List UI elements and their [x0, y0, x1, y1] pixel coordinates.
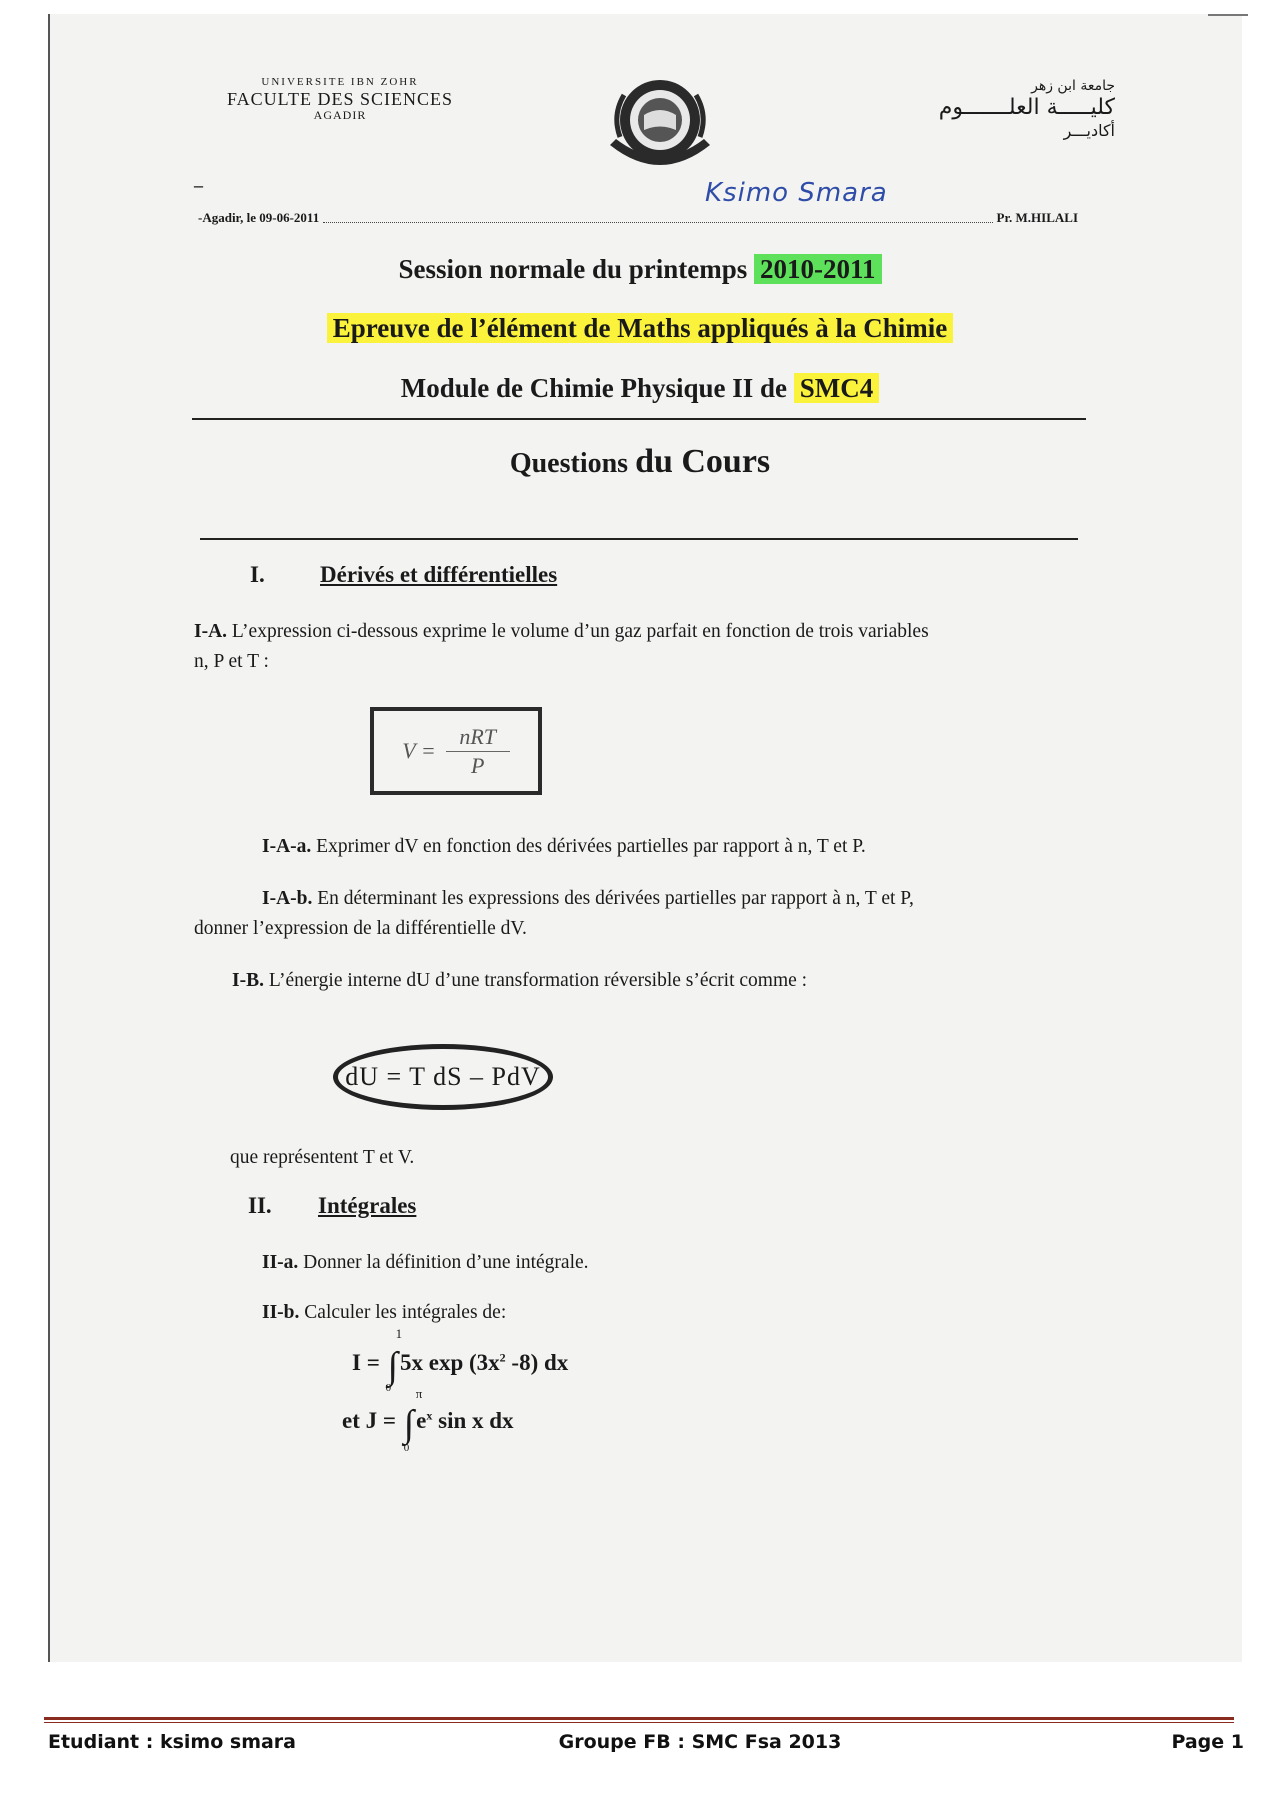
integral-i-tail: -8) dx: [511, 1350, 569, 1375]
question-ib: [232, 966, 1092, 996]
integral-j-exponent: x: [426, 1408, 433, 1423]
title-rule-top: [192, 418, 1086, 420]
footer-rule-thin: [44, 1722, 1234, 1723]
epreuve-title: [0, 313, 1280, 344]
question-ia-label: I-A.: [194, 621, 228, 642]
question-iab-text-2: donner l’expression de la différentielle dV.: [194, 918, 527, 939]
university-header-fr: [190, 76, 490, 123]
question-ia: [194, 617, 1094, 677]
question-iia: [262, 1248, 589, 1278]
scan-edge: [1208, 14, 1248, 16]
integral-i-body: 5x exp (3x: [399, 1350, 500, 1375]
faculty-name-ar: كليـــــة العلـــــــوم: [938, 94, 1115, 120]
section-2-title: Intégrales: [318, 1193, 417, 1218]
integral-i-lhs: I =: [352, 1350, 380, 1375]
footer-page-number: Page 1: [1171, 1731, 1244, 1753]
questions-word: Questions: [509, 448, 629, 479]
integral-j-tail: sin x dx: [438, 1408, 514, 1433]
section-1-heading: [250, 562, 557, 588]
title-rule-bottom: [200, 538, 1078, 540]
question-ib-prompt: que représentent T et V.: [230, 1147, 415, 1168]
footer-student: Etudiant : ksimo smara: [48, 1731, 297, 1753]
section-1-number: I.: [250, 562, 265, 587]
section-2-number: II.: [248, 1193, 272, 1218]
session-prefix: Session normale du printemps: [398, 254, 748, 284]
question-iia-label: II-a.: [262, 1252, 299, 1273]
integral-j-base: e: [416, 1408, 427, 1433]
question-ib-text: L’énergie interne dU d’une transformation réversible s’écrit comme :: [268, 970, 808, 991]
formula-numerator: nRT: [459, 723, 497, 749]
header-dash: –: [194, 175, 203, 195]
footer-rule: [44, 1717, 1234, 1720]
integral-j-upper-bound: π: [415, 1386, 423, 1401]
question-iib: [262, 1298, 506, 1328]
epreuve-text: Epreuve de l’élément de Maths appliqués à la Chimie: [327, 313, 954, 343]
cours-words: du Cours: [635, 443, 771, 480]
faculty-name: FACULTE DES SCIENCES: [226, 88, 454, 109]
module-code: SMC4: [794, 373, 880, 403]
session-year: 2010-2011: [754, 254, 882, 284]
integral-i: [352, 1326, 569, 1394]
exam-date: -Agadir, le 09-06-2011: [198, 210, 320, 225]
question-iib-label: II-b.: [262, 1302, 300, 1323]
question-iia-text: Donner la définition d’une intégrale.: [303, 1252, 589, 1273]
integral-i-exponent: 2: [499, 1350, 506, 1365]
city-name-ar: أكاديـــر: [1063, 121, 1115, 141]
university-name-ar: جامعة ابن زهر: [1031, 78, 1115, 94]
question-iib-text: Calculer les intégrales de:: [304, 1302, 507, 1323]
formula-fraction: [446, 725, 510, 778]
question-ib-label: I-B.: [232, 970, 264, 991]
footer-group: Groupe FB : SMC Fsa 2013: [558, 1731, 842, 1753]
integral-j-lhs: et J =: [342, 1408, 396, 1433]
module-title: [0, 373, 1280, 404]
questions-title: [0, 443, 1280, 481]
handwritten-name: Ksimo Smara: [705, 178, 888, 208]
formula-lhs: V =: [402, 738, 436, 763]
internal-energy-formula: dU = T dS – PdV: [333, 1044, 553, 1110]
integral-sign-icon: ∫: [403, 1403, 415, 1445]
date-line: [198, 210, 1078, 226]
question-iaa: [262, 832, 1092, 862]
question-iaa-text: Exprimer dV en fonction des dérivées partielles par rapport à n, T et P.: [316, 836, 866, 857]
fraction-bar: [446, 751, 510, 752]
faculty-emblem-icon: [600, 75, 720, 185]
section-1-title: Dérivés et différentielles: [320, 562, 558, 587]
question-iaa-label: I-A-a.: [262, 836, 312, 857]
formula-denominator: P: [470, 752, 485, 778]
session-title: [0, 254, 1280, 285]
question-iab-label: I-A-b.: [262, 888, 313, 909]
integral-i-lower-bound: 0: [385, 1382, 392, 1394]
question-iab: [194, 884, 1094, 944]
module-prefix: Module de Chimie Physique II de: [400, 373, 788, 403]
ideal-gas-formula: [370, 707, 542, 795]
section-2-heading: [248, 1193, 416, 1219]
integral-j: [342, 1386, 514, 1454]
university-header-ar: [855, 78, 1115, 140]
professor-name: Pr. M.HILALI: [996, 210, 1078, 225]
integral-i-upper-bound: 1: [395, 1326, 403, 1341]
question-ia-text-2: n, P et T :: [194, 651, 269, 672]
question-ia-text: L’expression ci-dessous exprime le volume d’un gaz parfait en fonction de trois variables: [231, 621, 929, 642]
integral-sign-icon: ∫: [387, 1345, 398, 1387]
dotted-leader: [323, 214, 992, 223]
university-name: UNIVERSITE IBN ZOHR: [261, 76, 419, 88]
question-iab-text: En déterminant les expressions des dérivées partielles par rapport à n, T et P,: [317, 888, 914, 909]
integral-j-lower-bound: 0: [403, 1442, 410, 1454]
city-name: AGADIR: [313, 108, 367, 123]
